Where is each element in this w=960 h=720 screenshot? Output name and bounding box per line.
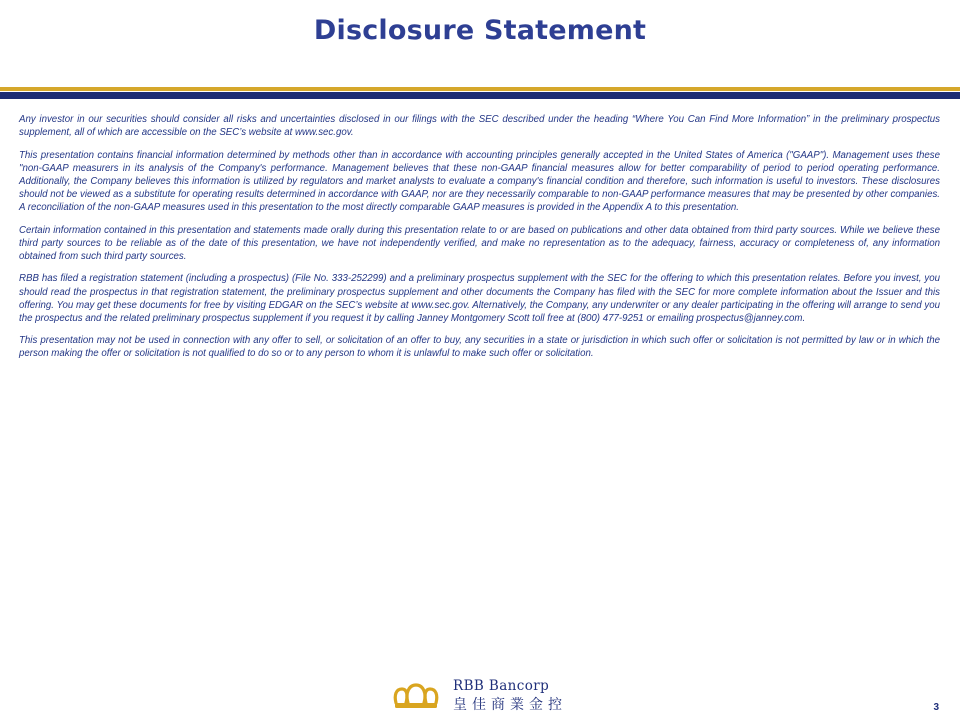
page-number: 3 [933, 702, 939, 713]
disclosure-body [19, 113, 940, 370]
gold-divider [0, 87, 960, 91]
disclosure-paragraph-risks: Any investor in our securities should consider all risks and uncertainties disclosed in our filings with the SEC described under the heading “Where You Can Find More Information” in the preliminary prospectus supplement, all of which are accessible on the SEC’s website at www.sec.gov. [19, 114, 940, 139]
company-logo [390, 678, 580, 714]
logo-english-name: RBB Bancorp [453, 678, 550, 694]
crown-icon [392, 682, 440, 710]
disclosure-paragraph-third-party: Certain information contained in this presentation and statements made orally during this presentation relate to or are based on publications and other data obtained from third party sources. While we believe these third party sources to be reliable as of the date of this presentation, we have not independently verified, and make no representation as to the adequacy, fairness, accuracy or completeness of, any information obtained from such third party sources. [19, 224, 940, 262]
disclosure-paragraph-non-gaap: This presentation contains financial information determined by methods other than in accordance with accounting principles generally accepted in the United States of America ("GAAP"). Management uses these "non-GAAP measurers in its analysis of the Company's performance. Management believes that these non-GAAP financial measures allow for better comparability of period to period operating performance. Additionally, the Company believes this information is utilized by regulators and market analysts to evaluate a company's financial condition and therefore, such information is useful to investors. These disclosures should not be viewed as a substitute for operating results determined in accordance with GAAP, nor are they necessarily comparable to non-GAAP performance measures that may be presented by other companies. A reconciliation of the non-GAAP measures used in this presentation to the most directly comparable GAAP measures is provided in the Appendix A to this presentation. [19, 149, 940, 214]
navy-divider [0, 92, 960, 99]
page-title: Disclosure Statement [313, 15, 647, 46]
logo-chinese-name: 皇佳商業金控 [453, 697, 567, 713]
disclosure-paragraph-no-offer: This presentation may not be used in connection with any offer to sell, or solicitation of an offer to buy, any securities in a state or jurisdiction in which such offer or solicitation is not permitted by law or in which the person making the offer or solicitation is not qualified to do so or to any person to whom it is unlawful to make such offer or solicitation. [19, 335, 940, 360]
disclosure-paragraph-registration: RBB has filed a registration statement (including a prospectus) (File No. 333-252299) and a preliminary prospectus supplement with the SEC for the offering to which this presentation relates. Before you invest, you should read the prospectus in that registration statement, the preliminary prospectus supplement and other documents the Company has filed with the SEC for more complete information about the Issuer and this offering. You may get these documents for free by visiting EDGAR on the SEC’s website at www.sec.gov. Alternatively, the Company, any underwriter or any dealer participating in the offering will arrange to send you the prospectus and the related preliminary prospectus supplement if you request it by calling Janney Montgomery Scott toll free at (800) 477-9251 or emailing prospectus@janney.com. [19, 273, 940, 324]
